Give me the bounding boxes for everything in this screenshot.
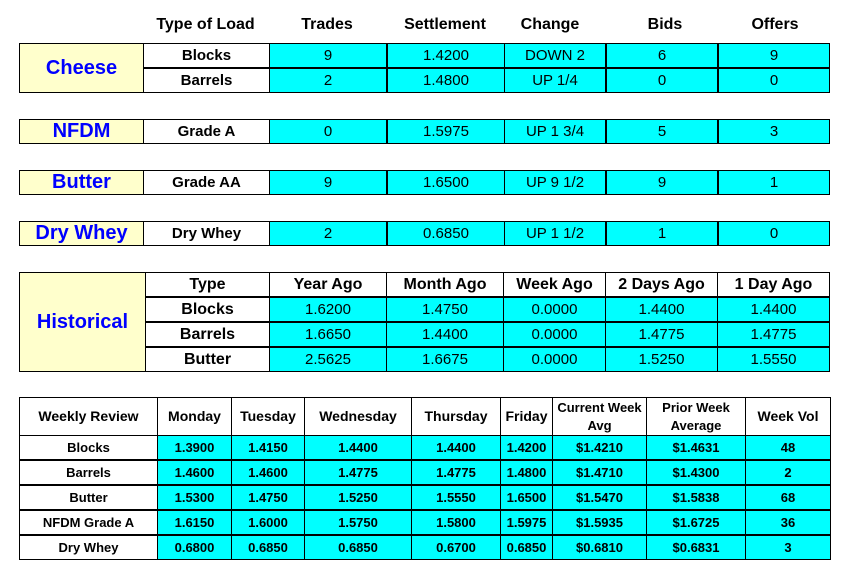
cheese-blocks-bids: 6: [606, 43, 718, 68]
weekly-header-7: Prior Week Average: [646, 397, 746, 436]
weekly-row-2-col-6: $1.5470: [552, 485, 647, 510]
weekly-row-3-col-8: 36: [745, 510, 831, 535]
historical-row-2-col-2: 1.6675: [386, 347, 504, 372]
weekly-row-2-col-7: $1.5838: [646, 485, 746, 510]
weekly-header-4: Thursday: [411, 397, 501, 436]
weekly-row-1-col-8: 2: [745, 460, 831, 485]
cheese-blocks-change: DOWN 2: [504, 43, 606, 68]
butter-bids: 9: [606, 170, 718, 195]
weekly-row-0-col-0: Blocks: [19, 435, 158, 460]
nfdm-label: NFDM: [19, 119, 144, 144]
historical-row-0-col-5: 1.4400: [717, 297, 830, 322]
butter-settlement: 1.6500: [387, 170, 505, 195]
weekly-row-1-col-3: 1.4775: [304, 460, 412, 485]
historical-header-2: Month Ago: [386, 272, 504, 297]
butter-offers: 1: [718, 170, 830, 195]
weekly-row-1-col-4: 1.4775: [411, 460, 501, 485]
weekly-row-0-col-7: $1.4631: [646, 435, 746, 460]
cheese-barrels-settlement: 1.4800: [387, 68, 505, 93]
weekly-row-3-col-1: 1.6150: [157, 510, 232, 535]
historical-row-0-col-4: 1.4400: [605, 297, 718, 322]
butter-label: Butter: [19, 170, 144, 195]
butter-type: Grade AA: [143, 170, 270, 195]
weekly-row-3-col-2: 1.6000: [231, 510, 305, 535]
drywhey-change: UP 1 1/2: [504, 221, 606, 246]
historical-row-2-col-4: 1.5250: [605, 347, 718, 372]
cheese-blocks-type: Blocks: [143, 43, 270, 68]
weekly-row-3-col-3: 1.5750: [304, 510, 412, 535]
cheese-blocks-trades: 9: [269, 43, 387, 68]
weekly-row-0-col-6: $1.4210: [552, 435, 647, 460]
butter-change: UP 9 1/2: [504, 170, 606, 195]
weekly-row-1-col-6: $1.4710: [552, 460, 647, 485]
cheese-blocks-settlement: 1.4200: [387, 43, 505, 68]
historical-header-5: 1 Day Ago: [717, 272, 830, 297]
drywhey-settlement: 0.6850: [387, 221, 505, 246]
cheese-barrels-bids: 0: [606, 68, 718, 93]
weekly-row-4-col-8: 3: [745, 535, 831, 560]
header-trades: Trades: [301, 16, 353, 33]
weekly-header-0: Weekly Review: [19, 397, 158, 436]
header-bids: Bids: [647, 16, 683, 33]
weekly-row-1-col-1: 1.4600: [157, 460, 232, 485]
weekly-header-3: Wednesday: [304, 397, 412, 436]
weekly-row-3-col-6: $1.5935: [552, 510, 647, 535]
historical-row-0-col-2: 1.4750: [386, 297, 504, 322]
cheese-barrels-type: Barrels: [143, 68, 270, 93]
weekly-header-5: Friday: [500, 397, 553, 436]
historical-label: Historical: [19, 272, 146, 372]
weekly-header-2: Tuesday: [231, 397, 305, 436]
weekly-row-4-col-5: 0.6850: [500, 535, 553, 560]
drywhey-type: Dry Whey: [143, 221, 270, 246]
weekly-header-8: Week Vol: [745, 397, 831, 436]
weekly-row-1-col-0: Barrels: [19, 460, 158, 485]
weekly-row-0-col-2: 1.4150: [231, 435, 305, 460]
weekly-row-1-col-5: 1.4800: [500, 460, 553, 485]
weekly-row-4-col-1: 0.6800: [157, 535, 232, 560]
historical-row-2-col-1: 2.5625: [269, 347, 387, 372]
weekly-header-1: Monday: [157, 397, 232, 436]
historical-row-1-col-3: 0.0000: [503, 322, 606, 347]
historical-row-1-col-1: 1.6650: [269, 322, 387, 347]
historical-row-0-col-1: 1.6200: [269, 297, 387, 322]
nfdm-type: Grade A: [143, 119, 270, 144]
nfdm-offers: 3: [718, 119, 830, 144]
weekly-row-2-col-1: 1.5300: [157, 485, 232, 510]
header-settlement: Settlement: [404, 16, 486, 33]
weekly-row-4-col-6: $0.6810: [552, 535, 647, 560]
cheese-barrels-offers: 0: [718, 68, 830, 93]
drywhey-offers: 0: [718, 221, 830, 246]
weekly-row-0-col-4: 1.4400: [411, 435, 501, 460]
historical-header-4: 2 Days Ago: [605, 272, 718, 297]
weekly-header-6: Current Week Avg: [552, 397, 647, 436]
header-type-of-load: Type of Load: [156, 16, 255, 33]
weekly-row-2-col-2: 1.4750: [231, 485, 305, 510]
header-change: Change: [520, 16, 580, 33]
weekly-row-3-col-7: $1.6725: [646, 510, 746, 535]
nfdm-trades: 0: [269, 119, 387, 144]
historical-row-0-col-0: Blocks: [145, 297, 270, 322]
weekly-row-0-col-1: 1.3900: [157, 435, 232, 460]
drywhey-bids: 1: [606, 221, 718, 246]
weekly-row-0-col-8: 48: [745, 435, 831, 460]
historical-row-2-col-3: 0.0000: [503, 347, 606, 372]
nfdm-change: UP 1 3/4: [504, 119, 606, 144]
historical-header-0: Type: [145, 272, 270, 297]
historical-row-1-col-2: 1.4400: [386, 322, 504, 347]
weekly-row-2-col-0: Butter: [19, 485, 158, 510]
historical-row-1-col-0: Barrels: [145, 322, 270, 347]
weekly-row-0-col-5: 1.4200: [500, 435, 553, 460]
weekly-row-2-col-3: 1.5250: [304, 485, 412, 510]
historical-header-1: Year Ago: [269, 272, 387, 297]
nfdm-settlement: 1.5975: [387, 119, 505, 144]
weekly-row-2-col-4: 1.5550: [411, 485, 501, 510]
cheese-blocks-offers: 9: [718, 43, 830, 68]
cheese-barrels-change: UP 1/4: [504, 68, 606, 93]
weekly-row-2-col-8: 68: [745, 485, 831, 510]
weekly-row-4-col-2: 0.6850: [231, 535, 305, 560]
header-offers: Offers: [751, 16, 799, 33]
historical-row-1-col-4: 1.4775: [605, 322, 718, 347]
historical-row-2-col-5: 1.5550: [717, 347, 830, 372]
weekly-row-3-col-5: 1.5975: [500, 510, 553, 535]
weekly-row-1-col-7: $1.4300: [646, 460, 746, 485]
nfdm-bids: 5: [606, 119, 718, 144]
weekly-row-4-col-0: Dry Whey: [19, 535, 158, 560]
weekly-row-4-col-7: $0.6831: [646, 535, 746, 560]
weekly-row-2-col-5: 1.6500: [500, 485, 553, 510]
cheese-label: Cheese: [19, 43, 144, 93]
weekly-row-0-col-3: 1.4400: [304, 435, 412, 460]
drywhey-label: Dry Whey: [19, 221, 144, 246]
historical-row-0-col-3: 0.0000: [503, 297, 606, 322]
cheese-barrels-trades: 2: [269, 68, 387, 93]
historical-header-3: Week Ago: [503, 272, 606, 297]
historical-row-2-col-0: Butter: [145, 347, 270, 372]
historical-row-1-col-5: 1.4775: [717, 322, 830, 347]
weekly-row-3-col-4: 1.5800: [411, 510, 501, 535]
weekly-row-1-col-2: 1.4600: [231, 460, 305, 485]
weekly-row-4-col-3: 0.6850: [304, 535, 412, 560]
butter-trades: 9: [269, 170, 387, 195]
weekly-row-4-col-4: 0.6700: [411, 535, 501, 560]
weekly-row-3-col-0: NFDM Grade A: [19, 510, 158, 535]
drywhey-trades: 2: [269, 221, 387, 246]
